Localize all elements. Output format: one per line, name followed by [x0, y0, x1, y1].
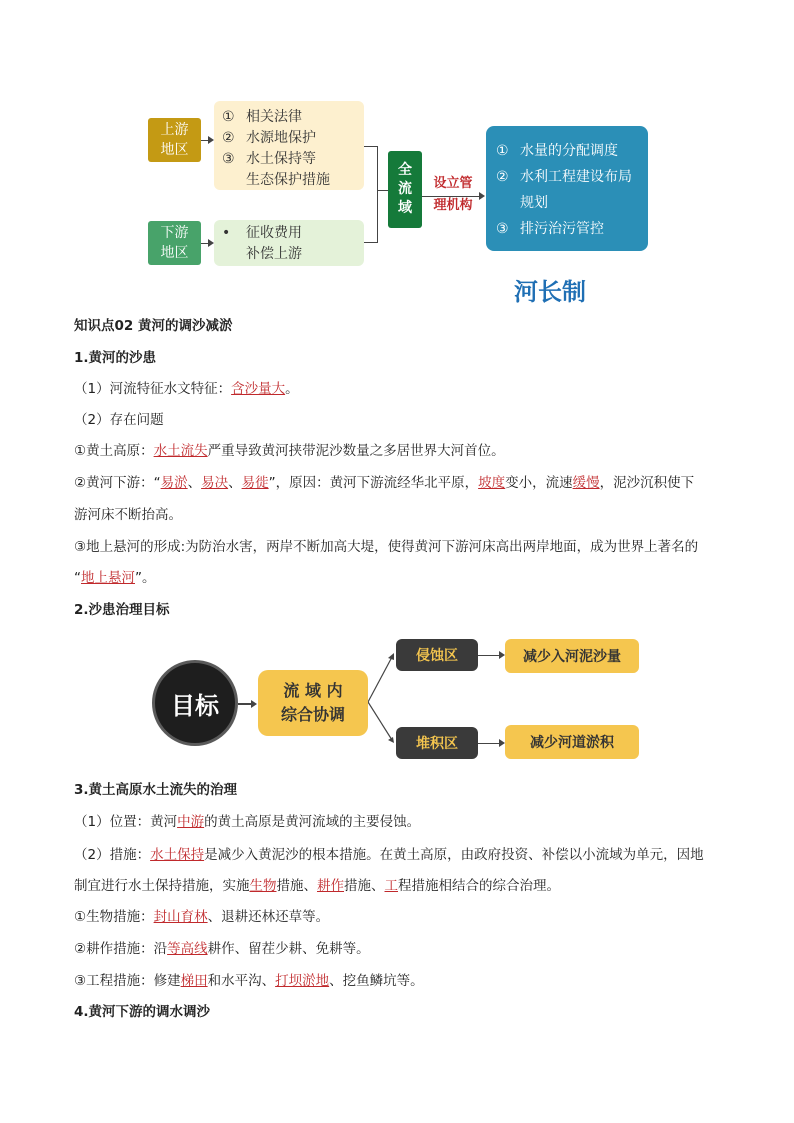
- text-line: ②黄河下游：“易淤、易决、易徙”，原因：黄河下游流经华北平原，坡度变小，流速缓慢，泥沙沉积使下: [74, 475, 695, 491]
- lower-measures-box: • 征收费用 补偿上游: [214, 220, 364, 266]
- text-line: （2）措施：水土保持是减少入黄泥沙的根本措施。在黄土高原，由政府投资、补偿以小流域为单元，因地: [74, 847, 704, 863]
- text-line: 制宜进行水土保持措施，实施生物措施、耕作措施、工程措施相结合的综合治理。: [74, 878, 560, 894]
- text-line: （2）存在问题: [74, 412, 164, 428]
- river-chief-title: 河长制: [514, 278, 586, 306]
- text-line: ①黄土高原：水土流失严重导致黄河挟带泥沙数量之多居世界大河首位。: [74, 443, 505, 459]
- section-heading-3: 3.黄土高原水土流失的治理: [74, 782, 238, 798]
- reduce-sediment-box: 减少入河泥沙量: [505, 639, 639, 673]
- knowledge-point-heading: 知识点02 黄河的调沙减淤: [74, 318, 233, 334]
- reduce-siltation-box: 减少河道淤积: [505, 725, 639, 759]
- section-heading-1: 1.黄河的沙患: [74, 350, 157, 366]
- arrow-right-icon: [251, 700, 257, 708]
- target-circle: 目标: [152, 660, 238, 746]
- text-line: ①生物措施：封山育林、退耕还林还草等。: [74, 909, 330, 925]
- text-line: ③工程措施：修建梯田和水平沟、打坝淤地、挖鱼鳞坑等。: [74, 973, 424, 989]
- agency-tasks-box: ① 水量的分配调度 ② 水利工程建设布局 规划 ③ 排污治污管控: [486, 126, 648, 251]
- section-heading-4: 4.黄河下游的调水调沙: [74, 1004, 211, 1020]
- section-heading-2: 2.沙患治理目标: [74, 602, 170, 618]
- bracket-line: [377, 146, 378, 243]
- text-line: （1）位置：黄河中游的黄土高原是黄河流域的主要侵蚀。: [74, 814, 421, 830]
- setup-label: 设立管 理机构: [433, 176, 473, 213]
- bracket-line: [377, 190, 388, 191]
- connector-line: [478, 655, 500, 656]
- all-basin-box: 全 流 域: [388, 151, 422, 228]
- text-line: ②耕作措施：沿等高线耕作、留茬少耕、免耕等。: [74, 941, 370, 957]
- text-line: 游河床不断抬高。: [74, 507, 182, 523]
- lower-region-box: 下游 地区: [148, 221, 201, 265]
- text-line: ③地上悬河的形成:为防治水害，两岸不断加高大堤，使得黄河下游河床高出两岸地面，成为世界上著名的: [74, 539, 699, 555]
- coordination-box: 流 域 内 综合协调: [258, 670, 368, 736]
- deposition-zone-box: 堆积区: [396, 727, 478, 759]
- connector-line: [238, 703, 252, 705]
- bracket-line: [364, 146, 378, 147]
- connector-line: [478, 743, 500, 744]
- bracket-line: [364, 242, 378, 243]
- erosion-zone-box: 侵蚀区: [396, 639, 478, 671]
- text-line: “地上悬河”。: [74, 570, 156, 586]
- text-line: （1）河流特征水文特征：含沙量大。: [74, 381, 299, 397]
- upper-measures-box: ① 相关法律 ② 水源地保护 ③ 水土保持等 生态保护措施: [214, 101, 364, 190]
- branch-arrows: [368, 650, 398, 750]
- upper-region-box: 上游 地区: [148, 118, 201, 162]
